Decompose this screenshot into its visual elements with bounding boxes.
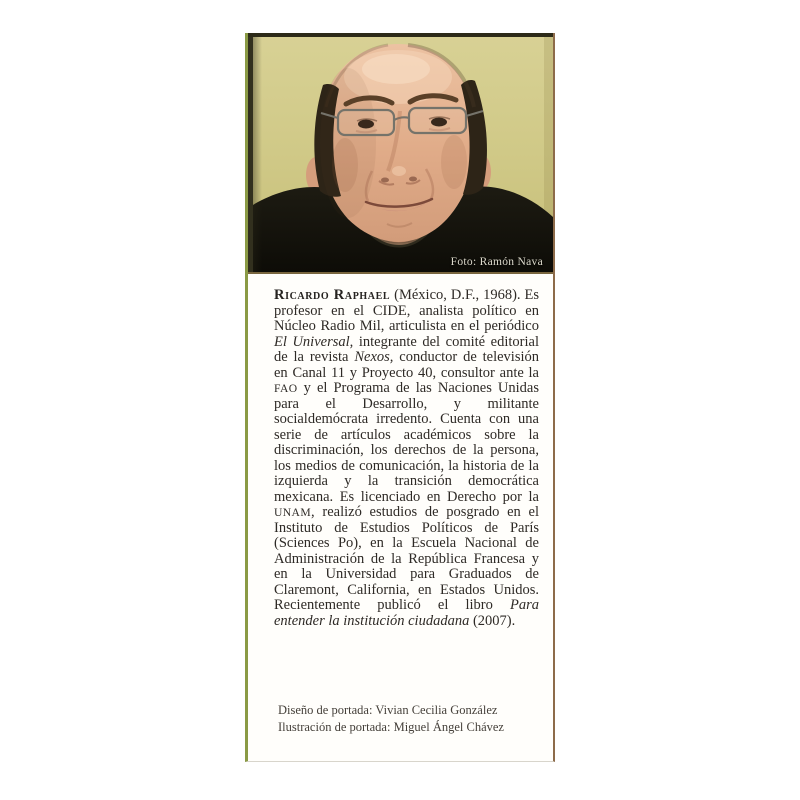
author-photo bbox=[248, 33, 553, 274]
book-flap bbox=[245, 33, 555, 762]
bio-segment: y el Programa de las Naciones Unidas para el Desarrollo, y militante socialdemócrata irredento. Cuenta con una serie de artículos académicos sobre la discriminación, los derechos de la persona, los medios de comunicación, la historia de la izquierda y la transición democrática mexicana. Es licenciado en Derecho por la bbox=[274, 380, 539, 505]
photo-credit: Foto: Ramón Nava bbox=[450, 256, 543, 268]
author-name: Ricardo Raphael bbox=[274, 287, 391, 303]
cover-design-credit: Diseño de portada: Vivian Cecilia González bbox=[278, 703, 498, 717]
bio-segment: integrante del comité editorial de la revista bbox=[274, 333, 539, 365]
cover-illustration-credit: Ilustración de portada: Miguel Ángel Chávez bbox=[278, 720, 504, 734]
bio-segment: conductor de televisión en Canal 11 y Proyecto 40, consultor ante la bbox=[274, 349, 539, 381]
bio-segment-unam: UNAM bbox=[274, 506, 312, 519]
bio-segment: (2007). bbox=[469, 612, 516, 629]
author-bio bbox=[274, 288, 539, 629]
author-portrait-illustration bbox=[248, 33, 553, 272]
bio-segment: , realizó estudios de posgrado en el Instituto de Estudios Políticos de París (Sciences Po), en la Escuela Nacional de Administración de la República Francesa y en la Universidad para Graduados de Claremont, California, en Estados Unidos. Recientemente publicó el libro bbox=[274, 504, 539, 613]
bio-segment-nexos: Nexos, bbox=[354, 349, 394, 365]
bio-segment-el-universal: El Universal, bbox=[274, 333, 354, 350]
bio-segment: (México, D.F., 1968). Es profesor en el CIDE, analista político en Núcleo Radio Mil, articulista en el periódico bbox=[274, 287, 540, 334]
bio-segment-fao: FAO bbox=[274, 382, 298, 395]
bio-segment-book-title: Para entender la institución ciudadana bbox=[274, 597, 539, 629]
credits-block bbox=[278, 702, 504, 736]
